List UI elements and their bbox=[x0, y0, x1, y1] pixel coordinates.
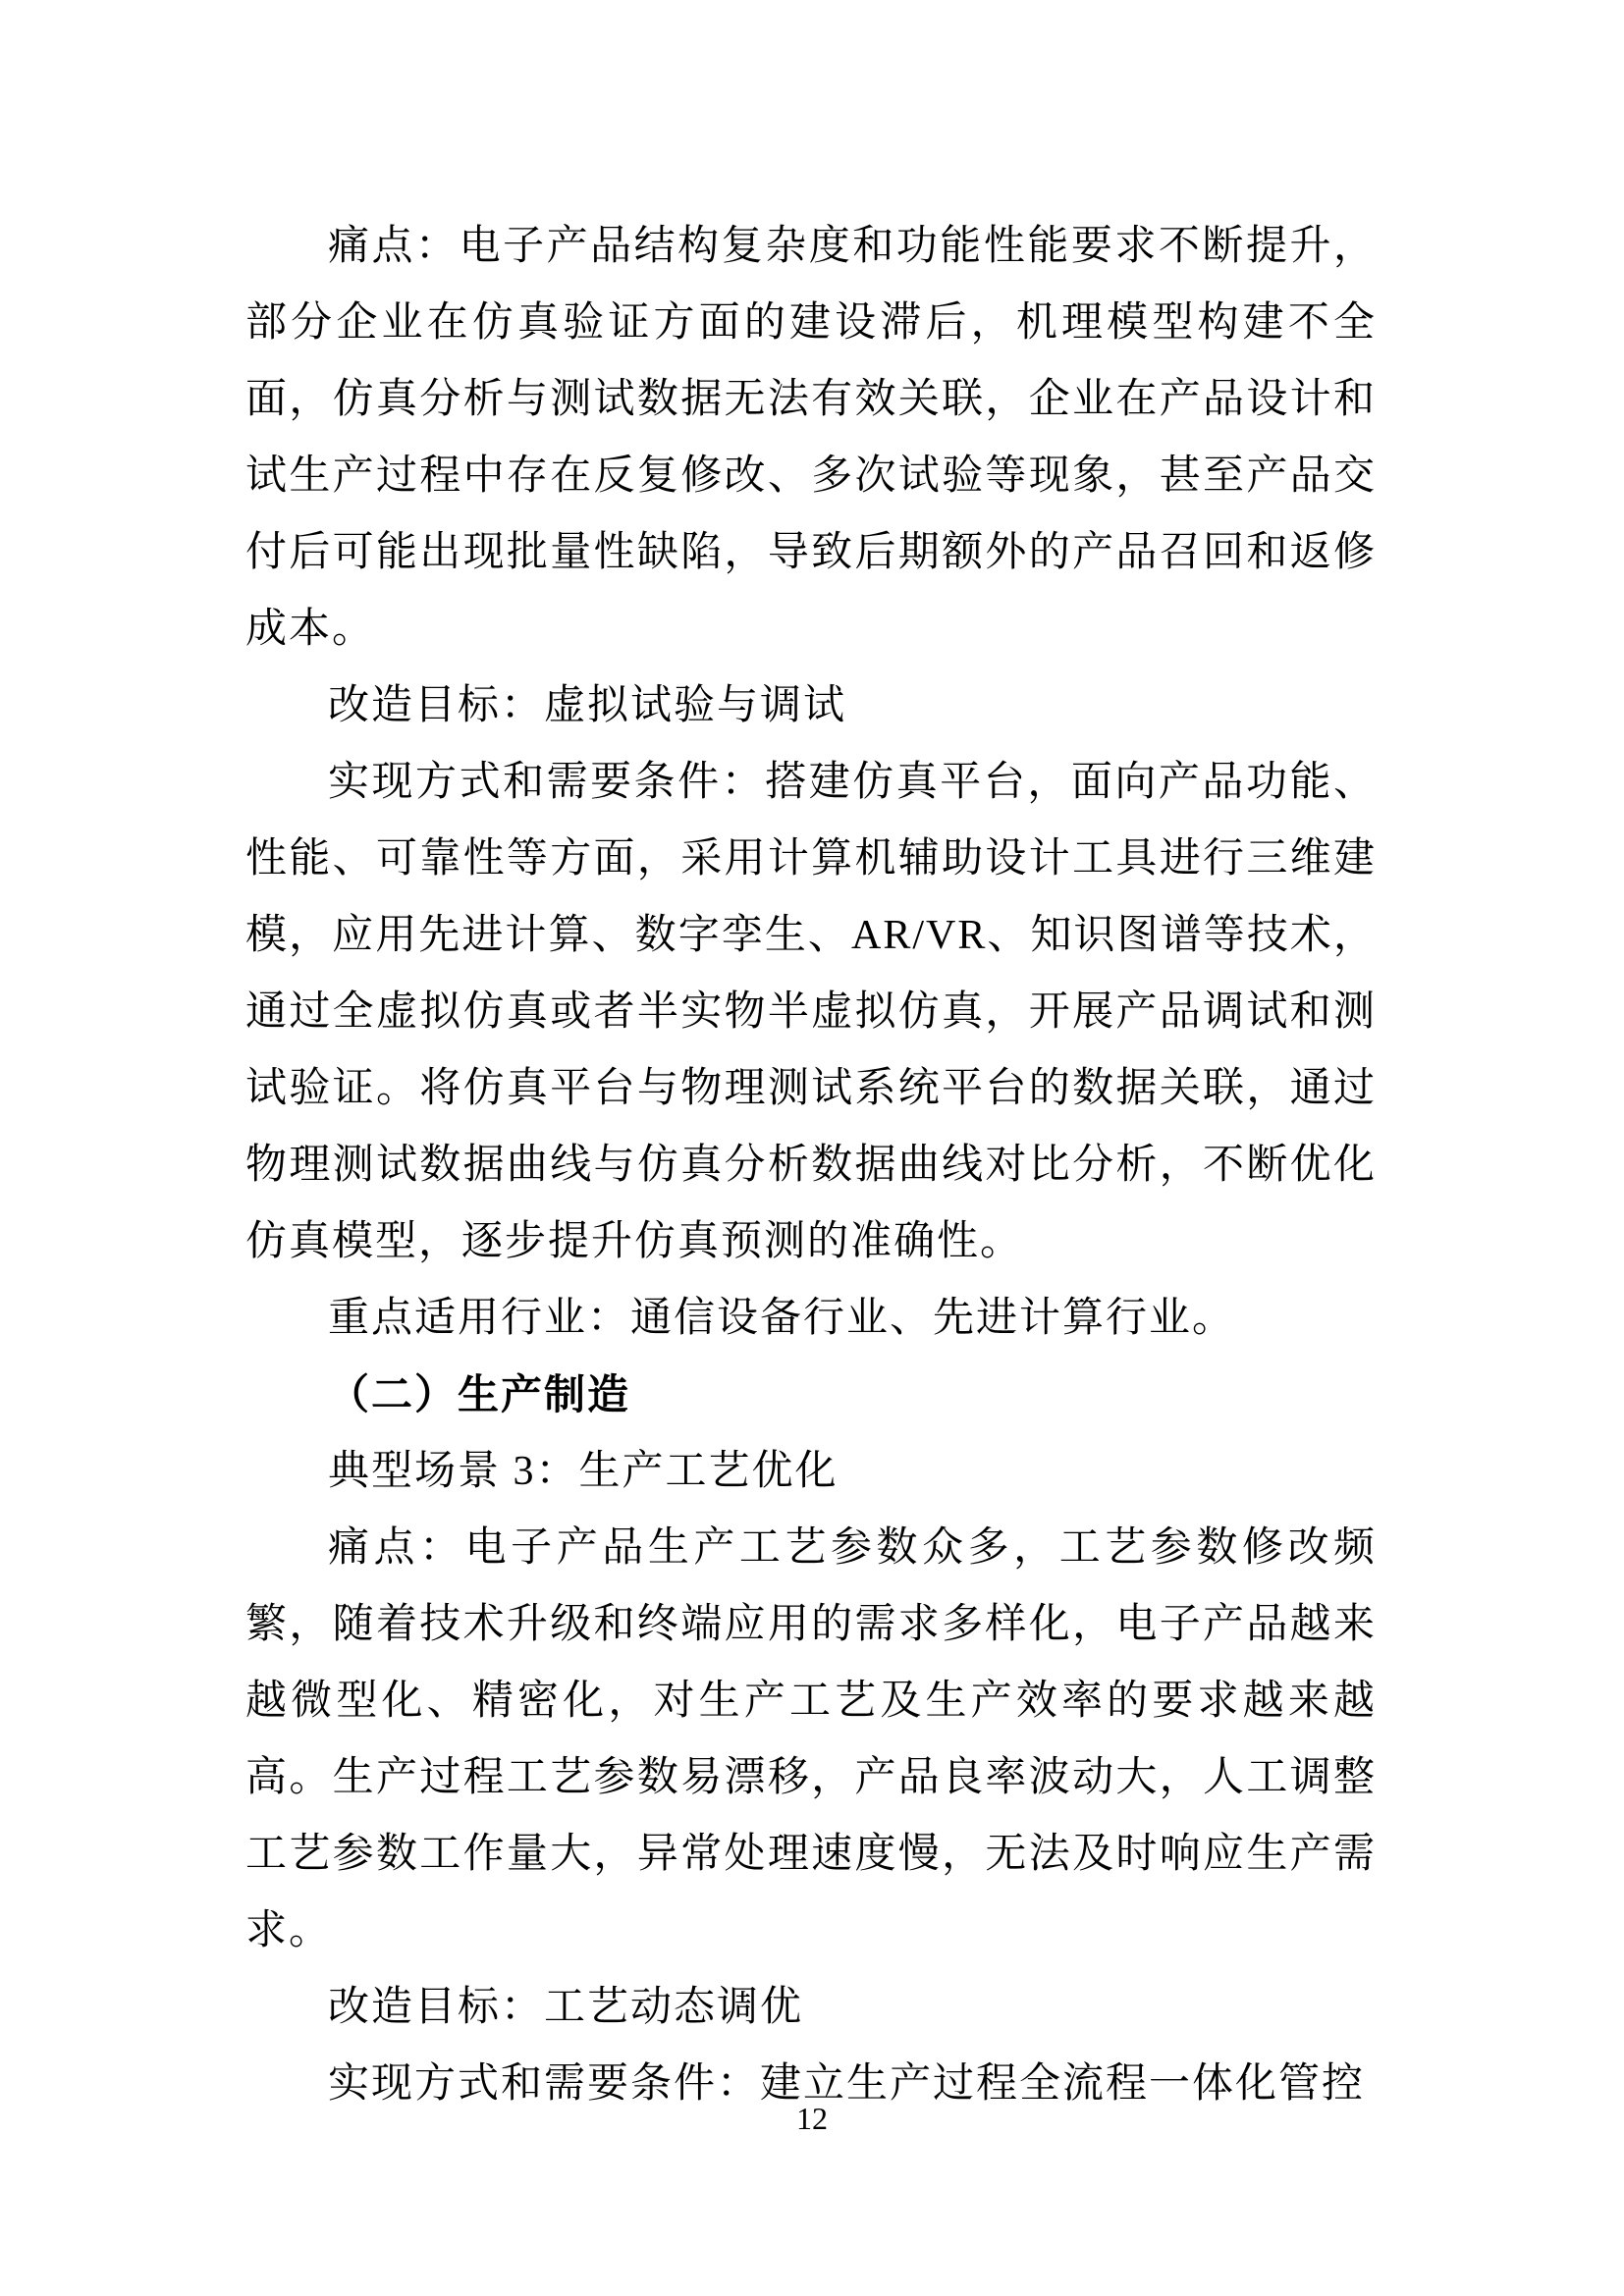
paragraph-key-industries-scene2: 重点适用行业：通信设备行业、先进计算行业。 bbox=[328, 1296, 1236, 1341]
section-heading-production-manufacturing: （二）生产制造 bbox=[328, 1371, 631, 1417]
paragraph-pain-point-scene2: 痛点：电子产品结构复杂度和功能性能要求不断提升，部分企业在仿真验证方面的建设滞后，机理模型构建不全面，仿真分析与测试数据无法有效关联，企业在产品设计和试生产过程中存在反复修改、多次试验等现象，甚至产品交付后可能出现批量性缺陷，导致后期额外的产品召回和返修成本。 bbox=[245, 224, 1377, 652]
paragraph-typical-scene-3-title: 典型场景 3：生产工艺优化 bbox=[328, 1449, 839, 1494]
page-number: 12 bbox=[796, 2101, 828, 2136]
document-body bbox=[245, 208, 1377, 2122]
paragraph-pain-point-scene3: 痛点：电子产品生产工艺参数众多，工艺参数修改频繁，随着技术升级和终端应用的需求多样化，电子产品越来越微型化、精密化，对生产工艺及生产效率的要求越来越高。生产过程工艺参数易漂移，产品良率波动大，人工调整工艺参数工作量大，异常处理速度慢，无法及时响应生产需求。 bbox=[245, 1525, 1377, 1953]
paragraph-transform-goal-scene3: 改造目标：工艺动态调优 bbox=[328, 1985, 804, 2030]
paragraph-implementation-scene3: 实现方式和需要条件：建立生产过程全流程一体化管控 bbox=[328, 2061, 1366, 2107]
paragraph-transform-goal-scene2: 改造目标：虚拟试验与调试 bbox=[328, 683, 847, 728]
paragraph-implementation-scene2: 实现方式和需要条件：搭建仿真平台，面向产品功能、性能、可靠性等方面，采用计算机辅助设计工具进行三维建模，应用先进计算、数字孪生、AR/VR、知识图谱等技术，通过全虚拟仿真或者半实物半虚拟仿真，开展产品调试和测试验证。将仿真平台与物理测试系统平台的数据关联，通过物理测试数据曲线与仿真分析数据曲线对比分析，不断优化仿真模型，逐步提升仿真预测的准确性。 bbox=[245, 760, 1377, 1264]
